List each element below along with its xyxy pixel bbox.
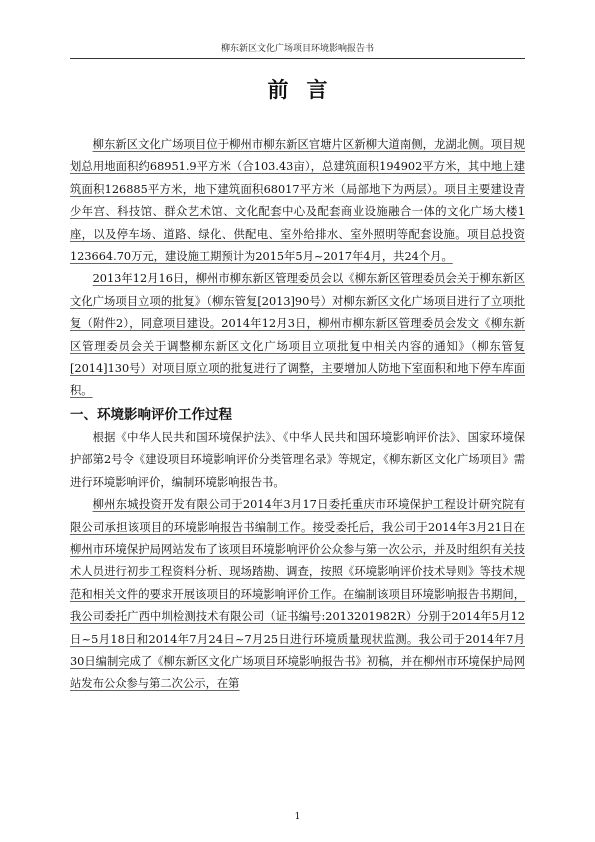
paragraph-legal-basis: 根据《中华人民共和国环境保护法》、《中华人民共和国环境影响评价法》、国家环境保护部第2号令《建设项目环境影响评价分类管理名录》等规定，《柳东新区文化广场项目》需进行环境影响评价，编制环境影响报告书。 [70,430,525,489]
paragraph-work-process: 柳州东城投资开发有限公司于2014年3月17日委托重庆市环境保护工程设计研究院有限公司承担该项目的环境影响报告书编制工作。接受委托后，我公司于2014年3月21日在柳州市环境保护局网站发布了该项目环境影响评价公众参与第一次公示，并及时组织有关技术人员进行初步工程资料分析、现场踏勘、调查，按照《环境影响评价技术导则》等技术规范和相关文件的要求开展该项目的环境影响评价工作。在编制该项目环境影响报告书期间，我公司委托广西中圳检测技术有限公司（证书编号:2013201982R）分别于2014年5月12日~5月18日和2014年7月24日~7月25日进行环境质量现状监测。我公司于2014年7月30日编制完成了《柳东新区文化广场项目环境影响报告书》初稿，并在柳州市环境保护局网站发布公众参与第二次公示，在第 [70,498,525,691]
page-title: 前言 [267,77,346,102]
header-rule [70,58,525,59]
paragraph-approval-history: 2013年12月16日，柳州市柳东新区管理委员会以《柳东新区管理委员会关于柳东新区文化广场项目立项的批复》（柳东管复[2013]90号）对柳东新区文化广场项目进行了立项批复（附件2），同意项目建设。2014年12月3日，柳州市柳东新区管理委员会发文《柳东新区管理委员会关于调整柳东新区文化广场项目立项批复中相关内容的通知》（柳东管复[2014]130号）对项目原立项的批复进行了调整，主要增加人防地下室面积和地下停车库面积。 [70,272,525,398]
paragraph-project-overview: 柳东新区文化广场项目位于柳州市柳东新区官塘片区新柳大道南侧，龙湖北侧。项目规划总用地面积约68951.9平方米（合103.43亩），总建筑面积194902平方米，其中地上建筑面积126885平方米，地下建筑面积68017平方米（局部地下为两层）。项目主要建设青少年宫、科技馆、群众艺术馆、文化配套中心及配套商业设施融合一体的文化广场大楼1座，以及停车场、道路、绿化、供配电、室外给排水、室外照明等配套设施。项目总投资123664.70万元，建设施工期预计为2015年5月~2017年4月，共24个月。 [70,138,525,264]
running-header: 柳东新区文化广场项目环境影响报告书 [220,44,374,54]
page-number: 1 [294,812,301,822]
body-text [70,134,525,696]
section-heading: 一、环境影响评价工作过程 [70,406,232,423]
